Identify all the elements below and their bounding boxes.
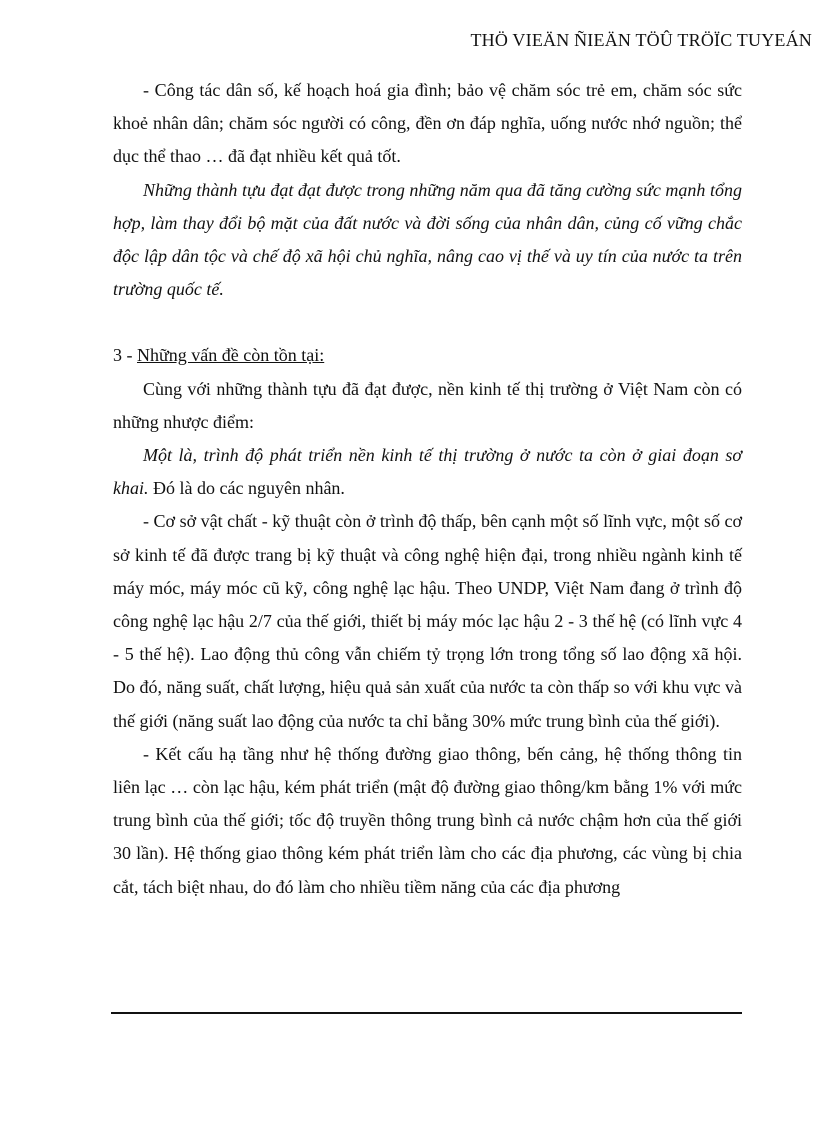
paragraph-population-work: - Công tác dân số, kế hoạch hoá gia đình; bảo vệ chăm sóc trẻ em, chăm sóc sức khoẻ nhân dân; chăm sóc người có công, đền ơn đáp nghĩa, uống nước nhớ nguồn; thể dục thể thao … đã đạt nhiều kết quả tốt. [113, 80, 742, 167]
paragraph-infrastructure: - Kết cấu hạ tầng như hệ thống đường giao thông, bến cảng, hệ thống thông tin liên lạc … còn lạc hậu, kém phát triển (mật độ đường giao thông/km bằng 1% với mức trung bình của thế giới; tốc độ truyền thông trung bình cả nước chậm hơn của thế giới 30 lần). Hệ thống giao thông kém phát triển làm cho các địa phương, các vùng bị chia cắt, tách biệt nhau, do đó làm cho nhiều tiềm năng của các địa phương [113, 743, 742, 897]
paragraph-technical-base: - Cơ sở vật chất - kỹ thuật còn ở trình độ thấp, bên cạnh một số lĩnh vực, một số cơ sở kinh tế đã được trang bị kỹ thuật và công nghệ hiện đại, trong nhiều ngành kinh tế máy móc, máy móc cũ kỹ, công nghệ lạc hậu. Theo UNDP, Việt Nam đang ở trình độ công nghệ lạc hậu 2/7 của thế giới, thiết bị máy móc lạc hậu 2 - 3 thế hệ (có lĩnh vực 4 - 5 thế hệ). Lao động thủ công vẫn chiếm tỷ trọng lớn trong tổng số lao động xã hội. Do đó, năng suất, chất lượng, hiệu quả sản xuất của nước ta còn thấp so với khu vực và thế giới (năng suất lao động của nước ta chỉ bằng 30% mức trung bình của thế giới). [113, 511, 742, 731]
paragraph-weaknesses-intro: Cùng với những thành tựu đã đạt được, nền kinh tế thị trường ở Việt Nam còn có những nhược điểm: [113, 378, 742, 432]
section-heading [113, 339, 742, 372]
italic-first-weakness: Một là, trình độ phát triển nền kinh tế thị trường ở nước ta còn ở giai đoạn sơ khai. [113, 445, 742, 499]
page-header-title: THÖ VIEÄN ÑIEÄN TÖÛ TRÖÏC TUYEÁN [470, 30, 812, 50]
italic-achievements-text: Những thành tựu đạt đạt được trong những năm qua đã tăng cường sức mạnh tổng hợp, làm thay đổi bộ mặt của đất nước và đời sống của nhân dân, củng cố vững chắc độc lập dân tộc và chế độ xã hội chủ nghĩa, nâng cao vị thế và uy tín của nước ta trên trường quốc tế. [113, 179, 742, 300]
footer-divider [111, 1012, 742, 1014]
section-number: 3 - [113, 345, 137, 366]
first-weakness-cause: Đó là do các nguyên nhân. [148, 478, 345, 499]
paragraph-achievements-summary [113, 174, 742, 307]
document-body [113, 74, 742, 904]
paragraph-first-weakness [113, 439, 742, 505]
section-title: Những vấn đề còn tồn tại: [137, 345, 325, 366]
